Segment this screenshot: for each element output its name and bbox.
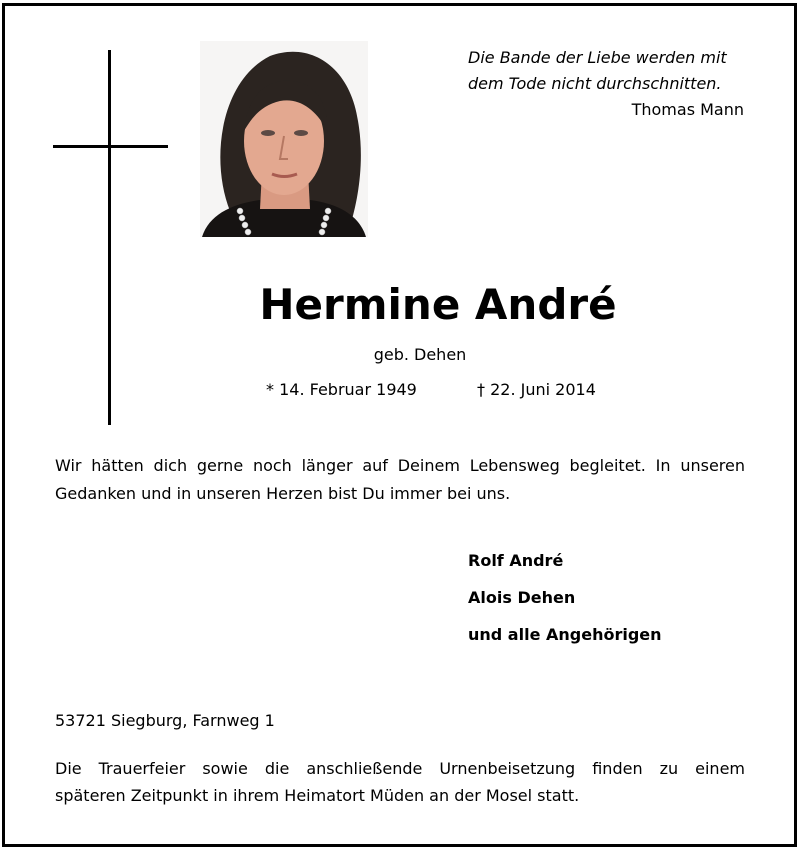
cross-horizontal-bar <box>53 145 168 148</box>
mourner-item: und alle Angehörigen <box>468 625 662 644</box>
condolence-message: Wir hätten dich gerne noch länger auf Deinem Lebensweg begleitet. In unseren Gedanken und in unseren Herzen bist Du immer bei uns. <box>55 456 745 503</box>
cross-vertical-bar <box>108 50 111 425</box>
funeral-notice-line-1: Die Trauerfeier sowie die anschließende Urnenbeisetzung finden zu einem <box>55 759 745 778</box>
portrait-photo <box>200 41 368 237</box>
family-address: 53721 Siegburg, Farnweg 1 <box>55 711 275 730</box>
death-date: † 22. Juni 2014 <box>477 380 596 399</box>
quote-line-2: dem Tode nicht durchschnitten. <box>468 74 722 93</box>
quote-author: Thomas Mann <box>631 100 744 119</box>
quote-block <box>468 45 748 123</box>
maiden-name: geb. Dehen <box>373 345 467 364</box>
funeral-notice-line-2: späteren Zeitpunkt in ihrem Heimatort Müden an der Mosel statt. <box>55 786 580 805</box>
birth-date: * 14. Februar 1949 <box>266 380 417 399</box>
deceased-name: Hermine André <box>259 280 617 329</box>
funeral-notice <box>55 755 745 809</box>
mourner-item: Rolf André <box>468 551 564 570</box>
quote-line-1: Die Bande der Liebe werden mit <box>468 48 727 67</box>
mourners-list <box>468 548 662 659</box>
mourner-item: Alois Dehen <box>468 588 576 607</box>
